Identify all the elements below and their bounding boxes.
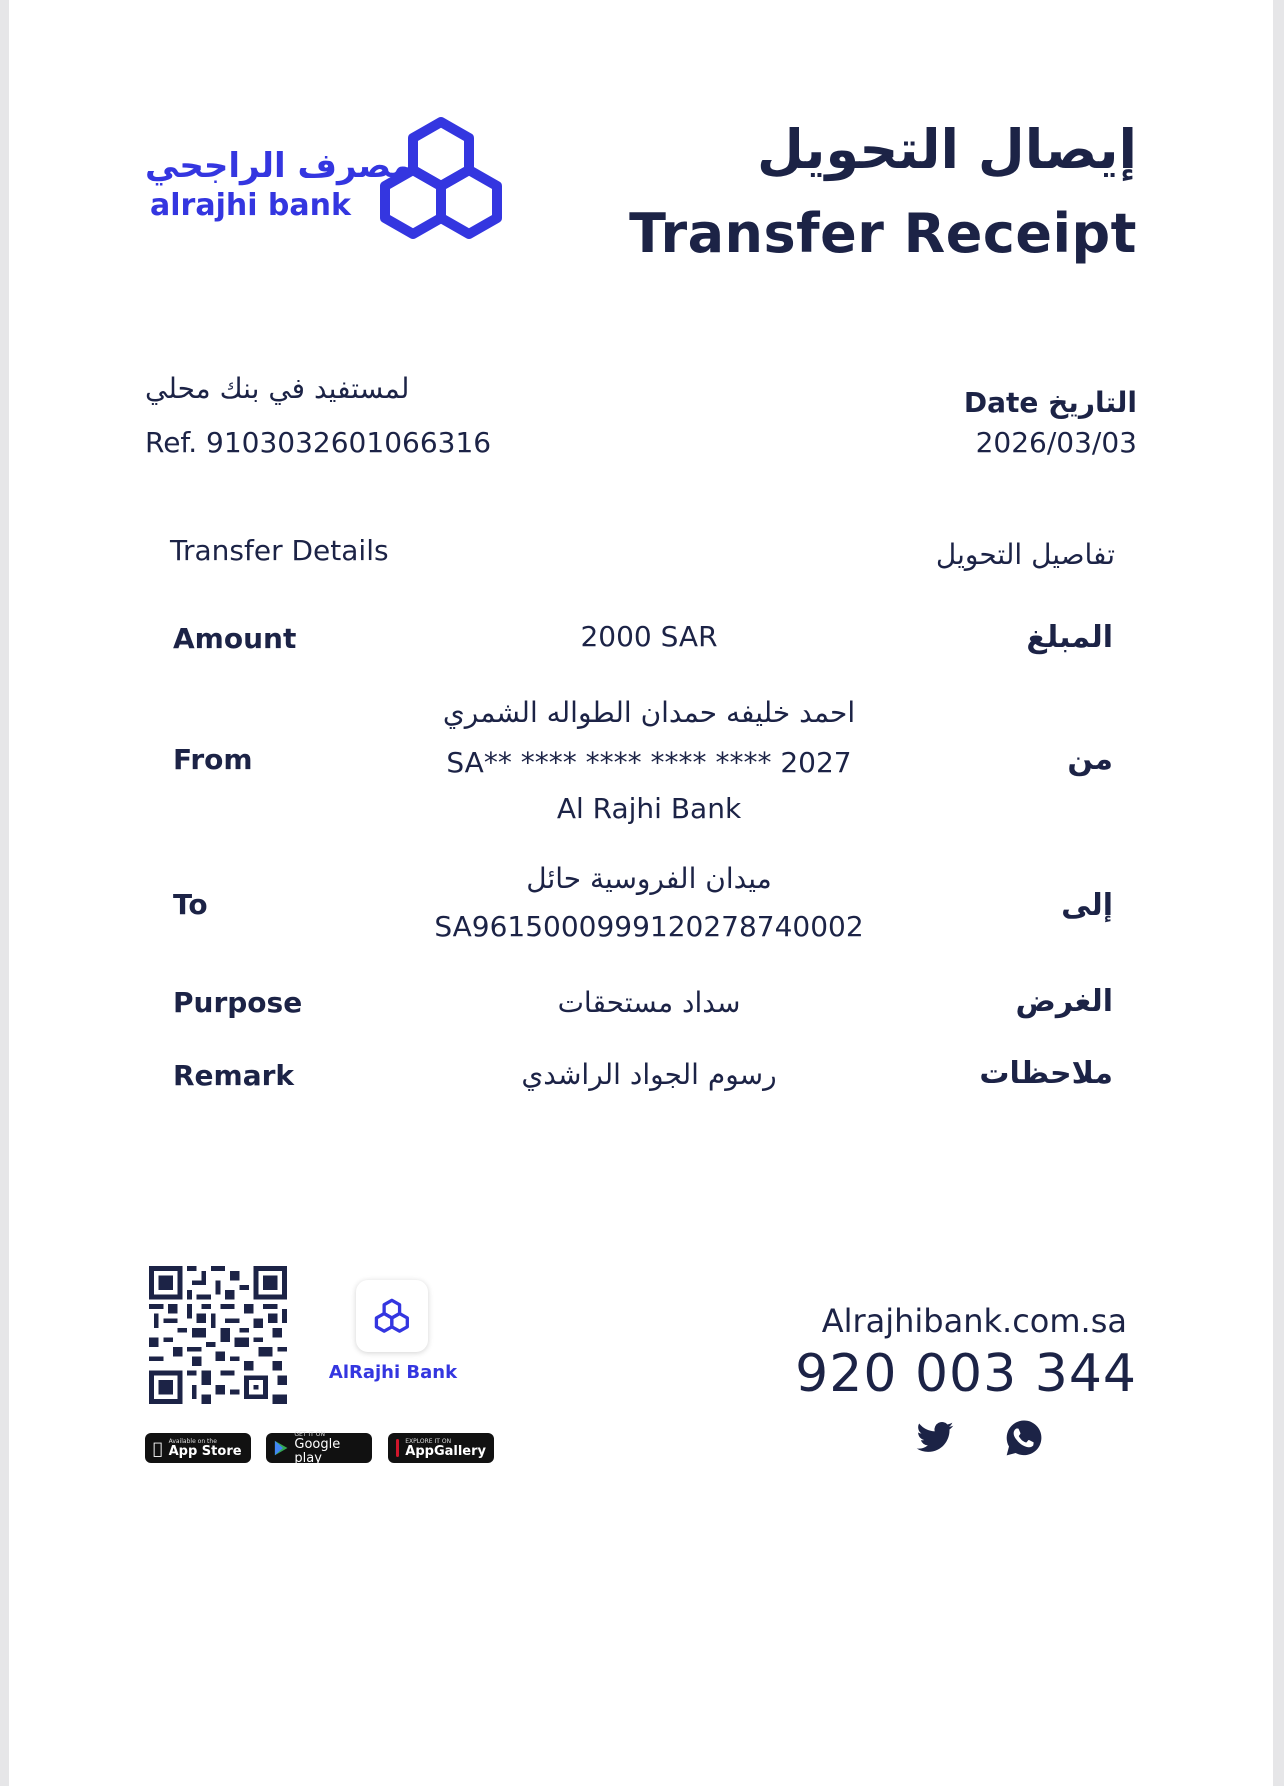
from-bank: Al Rajhi Bank <box>556 792 742 825</box>
appgallery-badge-small-text: EXPLORE IT ON <box>405 1437 452 1445</box>
amount-value: 2000 SAR <box>580 620 718 653</box>
remark-label-english: Remark <box>173 1059 295 1092</box>
to-name: ميدان الفروسية حائل <box>526 862 772 895</box>
purpose-label-english: Purpose <box>173 986 303 1019</box>
reference-number: Ref. 9103032601066316 <box>145 426 492 459</box>
google-play-icon <box>274 1439 288 1457</box>
from-name: احمد خليفه حمدان الطواله الشمري <box>442 696 856 729</box>
beneficiary-type: لمستفيد في بنك محلي <box>145 372 410 405</box>
huawei-icon <box>396 1439 399 1457</box>
date-value: 2026/03/03 <box>975 426 1137 459</box>
app-name-label: AlRajhi Bank <box>328 1362 458 1383</box>
to-iban: SA9615000999120278740002 <box>434 910 864 943</box>
amount-label-arabic: المبلغ <box>1026 620 1113 655</box>
amount-label-english: Amount <box>173 622 297 655</box>
receipt-title-arabic: إيصال التحويل <box>756 118 1137 181</box>
website-link[interactable]: Alrajhibank.com.sa <box>821 1302 1127 1340</box>
remark-value: رسوم الجواد الراشدي <box>521 1058 777 1091</box>
bank-logo-arabic-text: مصرف الراجحي <box>145 146 413 186</box>
to-label-arabic: إلى <box>1061 888 1113 923</box>
transfer-details-heading-arabic: تفاصيل التحويل <box>935 538 1115 571</box>
appgallery-badge-label: AppGallery <box>405 1443 486 1459</box>
receipt-page <box>9 0 1273 1786</box>
google-play-badge-small-text: GET IT ON <box>294 1430 325 1438</box>
apple-icon <box>153 1439 163 1458</box>
appgallery-badge[interactable] <box>388 1433 494 1463</box>
whatsapp-icon[interactable] <box>1004 1418 1044 1458</box>
twitter-icon[interactable] <box>915 1418 955 1458</box>
from-label-arabic: من <box>1067 742 1113 777</box>
google-play-badge-label: Google play <box>294 1436 341 1466</box>
app-store-badge[interactable] <box>145 1433 251 1463</box>
qr-code[interactable] <box>149 1266 287 1404</box>
receipt-title-english: Transfer Receipt <box>629 202 1137 265</box>
phone-number[interactable]: 920 003 344 <box>795 1344 1137 1404</box>
date-label: Date التاريخ <box>963 386 1137 419</box>
app-store-badge-label: App Store <box>159 1443 232 1459</box>
transfer-details-heading-english: Transfer Details <box>170 534 389 567</box>
purpose-label-arabic: الغرض <box>1015 984 1113 1019</box>
app-icon-tile[interactable] <box>356 1280 428 1352</box>
remark-label-arabic: ملاحظات <box>979 1056 1113 1091</box>
alrajhi-logo-icon <box>369 114 514 244</box>
app-store-badge-small-text: Available on the <box>159 1437 208 1445</box>
bank-logo-english-text: alrajhi bank <box>150 188 351 223</box>
from-account: SA** **** **** **** **** 2027 <box>446 746 852 779</box>
to-label-english: To <box>173 888 208 921</box>
google-play-badge[interactable] <box>266 1430 372 1466</box>
purpose-value: سداد مستحقات <box>557 986 741 1019</box>
alrajhi-app-icon <box>356 1280 428 1352</box>
from-label-english: From <box>173 743 253 776</box>
